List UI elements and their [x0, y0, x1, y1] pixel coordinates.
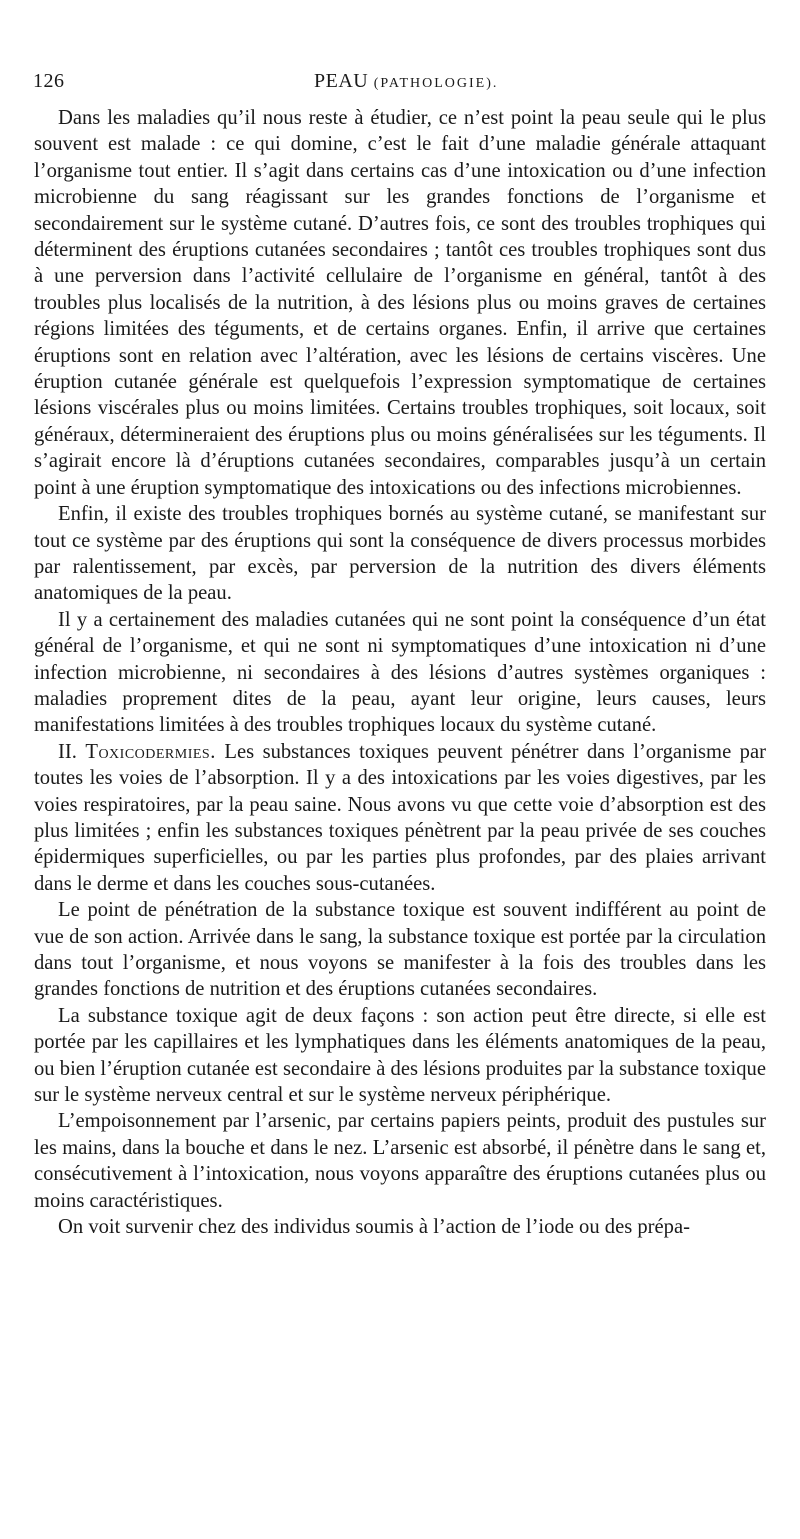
paragraph-8: On voit survenir chez des individus soumis à l’action de l’iode ou des prépa- — [58, 1216, 690, 1239]
running-header — [33, 70, 773, 102]
paragraph-3: Il y a certainement des maladies cutanées qui ne sont point la conséquence d’un état général de l’organisme, et qui ne sont ni symptomatiques d’une intoxication ni d’une infection microbienne, ni secondaires à des lésions d’autres systèmes organiques : maladies proprement dites de la peau, ayant leur origine, leurs causes, leurs manifestations limitées à des troubles trophiques locaux du système cutané. — [34, 608, 766, 737]
running-title — [314, 70, 498, 93]
paragraph-5: Le point de pénétration de la substance toxique est souvent indifférent au point de vue de son action. Arrivée dans le sang, la substance toxique est portée par la circulation dans tout l’organisme, et nous voyons se manifester à la fois des troubles dans les grandes fonctions de nutrition et des éruptions cutanées secondaires. — [34, 899, 766, 1001]
section-number: II. — [58, 740, 77, 763]
paragraph-7: L’empoisonnement par l’arsenic, par certains papiers peints, produit des pustules sur les mains, dans la bouche et dans le nez. L’arsenic est absorbé, il pénètre dans le sang et, consécutivement à l’intoxication, nous voyons apparaître des éruptions cutanées plus ou moins caractéristiques. — [34, 1110, 766, 1212]
running-title-main: PEAU — [314, 70, 369, 92]
paragraph-1: Dans les maladies qu’il nous reste à étudier, ce n’est point la peau seule qui le plus souvent est malade : ce qui domine, c’est le fait d’une maladie générale attaquant l’organisme tout entier. Il s’agit dans certains cas d’une intoxication ou d’une infection microbienne du sang réagissant sur les grandes fonctions de l’organisme et secondairement sur le système cutané. D’autres fois, ce sont des troubles trophiques qui déterminent des éruptions cutanées secondaires ; tantôt ces troubles trophiques sont dus à une perversion dans l’activité cellulaire de l’organisme en général, tantôt à des troubles plus localisés de la nutrition, à des lésions plus ou moins graves de certaines régions limitées des téguments, et de certains organes. Enfin, il arrive que certaines éruptions sont en relation avec l’altération, avec les lésions de certains viscères. Une éruption cutanée générale est quelquefois l’expression symptomatique de certaines lésions viscérales plus ou moins limitées. Certains troubles trophiques, soit locaux, soit généraux, détermineraient des éruptions plus ou moins généralisées sur les téguments. Il s’agirait encore là d’éruptions cutanées secondaires, comparables jusqu’à un certain point à une éruption symptomatique des intoxications ou des infections microbiennes. — [34, 107, 766, 499]
running-title-subtitle: (PATHOLOGIE). — [373, 76, 499, 91]
section-paragraph — [34, 739, 766, 897]
section-text: Les substances toxiques peuvent pénétrer dans l’organisme par toutes les voies de l’absorption. Il y a des intoxications par les voies digestives, par les voies respiratoires, par la peau saine. Nous avons vu que cette voie d’absorption est des plus limitées ; enfin les substances toxiques pénètrent par la peau privée de ses couches épidermiques superficielles, ou par les parties plus profondes, par des plaies arrivant dans le derme et dans les couches sous-cutanées. — [34, 740, 766, 895]
body-text — [34, 105, 766, 1240]
paragraph-2: Enfin, il existe des troubles trophiques bornés au système cutané, se manifestant sur tout ce système par des éruptions qui sont la conséquence de divers processus morbides par ralentissement, par excès, par perversion de la nutrition des divers éléments anatomiques de la peau. — [34, 503, 766, 605]
paragraph-6: La substance toxique agit de deux façons : son action peut être directe, si elle est portée par les capillaires et les lymphatiques dans les éléments anatomiques de la peau, ou bien l’éruption cutanée est secondaire à des lésions produites par la substance toxique sur le système nerveux central et sur le système nerveux périphérique. — [34, 1004, 766, 1107]
page-number: 126 — [33, 70, 65, 92]
section-heading: Toxicodermies. — [85, 740, 216, 763]
